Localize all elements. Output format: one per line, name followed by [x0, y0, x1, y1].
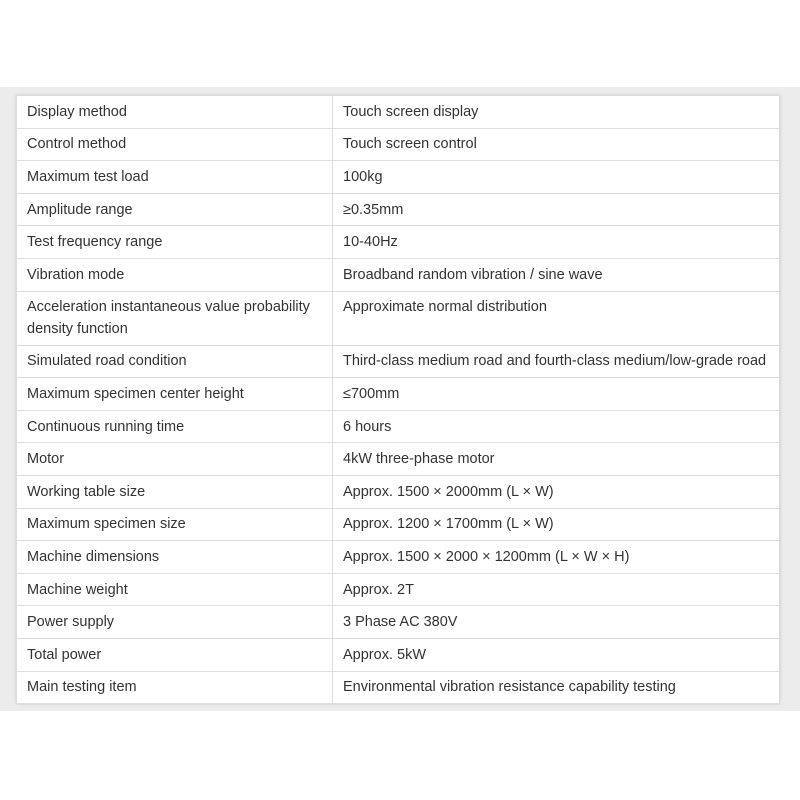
table-row — [17, 226, 780, 259]
table-row — [17, 606, 780, 639]
spec-label: Simulated road condition — [17, 345, 333, 378]
spec-label: Display method — [17, 96, 333, 129]
spec-label: Test frequency range — [17, 226, 333, 259]
spec-value: 4kW three-phase motor — [333, 443, 780, 476]
spec-value: ≤700mm — [333, 378, 780, 411]
spec-label: Maximum test load — [17, 161, 333, 194]
spec-value: Approx. 5kW — [333, 638, 780, 671]
spec-label: Maximum specimen size — [17, 508, 333, 541]
spec-label: Maximum specimen center height — [17, 378, 333, 411]
table-row — [17, 573, 780, 606]
table-row — [17, 193, 780, 226]
spec-value: 10-40Hz — [333, 226, 780, 259]
spec-label: Machine dimensions — [17, 541, 333, 574]
specification-table — [16, 95, 780, 704]
table-row — [17, 128, 780, 161]
table-row — [17, 410, 780, 443]
spec-value: Third-class medium road and fourth-class medium/low-grade road — [333, 345, 780, 378]
spec-label: Continuous running time — [17, 410, 333, 443]
table-row — [17, 378, 780, 411]
table-row — [17, 638, 780, 671]
table-row — [17, 671, 780, 704]
table-row — [17, 475, 780, 508]
table-row — [17, 345, 780, 378]
table-row — [17, 96, 780, 129]
spec-label: Amplitude range — [17, 193, 333, 226]
spec-value: ≥0.35mm — [333, 193, 780, 226]
spec-label: Total power — [17, 638, 333, 671]
table-row — [17, 443, 780, 476]
spec-label: Control method — [17, 128, 333, 161]
table-row — [17, 541, 780, 574]
spec-label: Vibration mode — [17, 258, 333, 291]
table-row — [17, 258, 780, 291]
spec-value: Approximate normal distribution — [333, 291, 780, 345]
spec-value: Approx. 1200 × 1700mm (L × W) — [333, 508, 780, 541]
spec-label: Working table size — [17, 475, 333, 508]
spec-value: Approx. 1500 × 2000mm (L × W) — [333, 475, 780, 508]
spec-value: Approx. 1500 × 2000 × 1200mm (L × W × H) — [333, 541, 780, 574]
spec-label: Motor — [17, 443, 333, 476]
spec-value: Touch screen display — [333, 96, 780, 129]
spec-label: Power supply — [17, 606, 333, 639]
spec-value: Broadband random vibration / sine wave — [333, 258, 780, 291]
spec-value: 6 hours — [333, 410, 780, 443]
spec-value: Environmental vibration resistance capability testing — [333, 671, 780, 704]
spec-label: Acceleration instantaneous value probability density function — [17, 291, 333, 345]
spec-label: Machine weight — [17, 573, 333, 606]
spec-value: 100kg — [333, 161, 780, 194]
spec-value: Touch screen control — [333, 128, 780, 161]
table-row — [17, 161, 780, 194]
spec-value: Approx. 2T — [333, 573, 780, 606]
table-row — [17, 508, 780, 541]
spec-value: 3 Phase AC 380V — [333, 606, 780, 639]
table-row — [17, 291, 780, 345]
spec-label: Main testing item — [17, 671, 333, 704]
